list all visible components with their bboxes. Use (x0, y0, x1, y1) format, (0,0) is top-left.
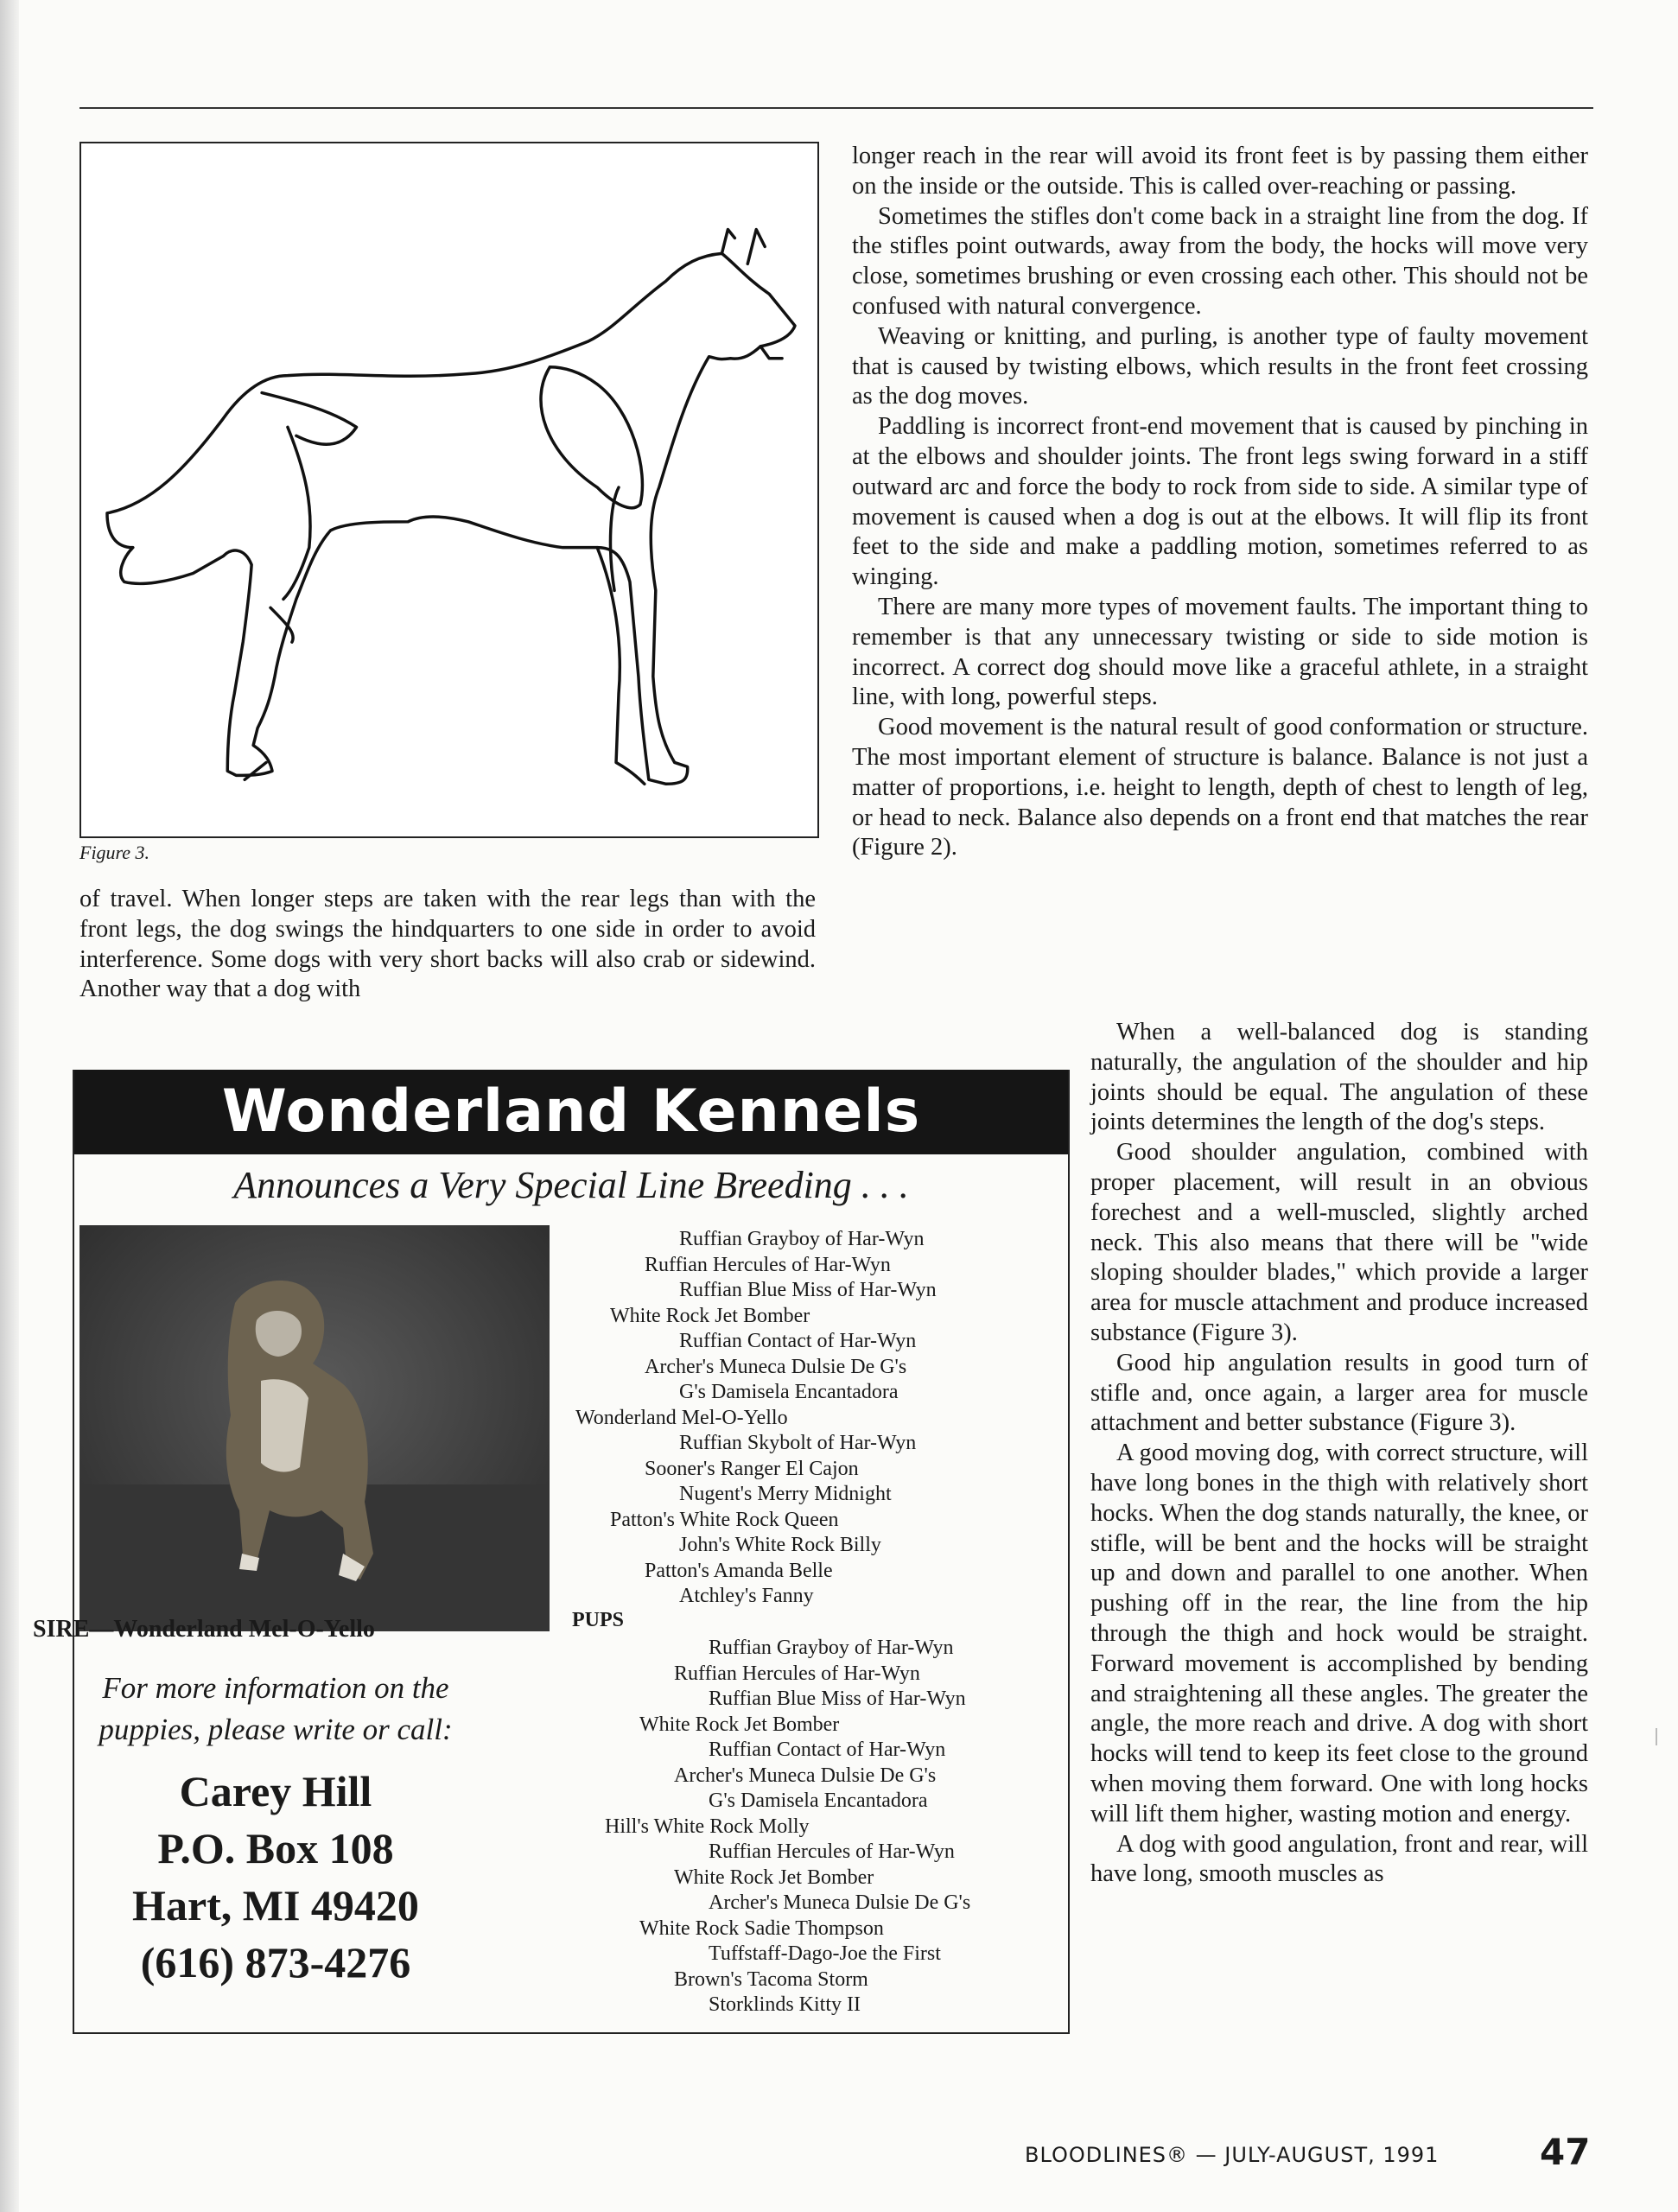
sire-photo (79, 1225, 550, 1631)
paragraph: Good hip angulation results in good turn of stifle and, once again, a larger area for muscle attachment and better substance (Figure 3). (1090, 1349, 1588, 1437)
pedigree-entry: White Rock Jet Bomber (610, 1304, 810, 1327)
left-column-text (79, 885, 816, 1005)
pedigree-entry: Archer's Muneca Dulsie De G's (674, 1764, 937, 1787)
paragraph: Weaving or knitting, and purling, is another type of faulty movement that is caused by twisting elbows, which results in the front feet crossing as the dog moves. (852, 322, 1588, 410)
ad-info-line: puppies, please write or call: (99, 1713, 453, 1746)
paragraph: A good moving dog, with correct structure, will have long bones in the thigh with relatively short hocks. When the dog stands naturally, the knee, or stifle, will be bent and the hocks will be straight up and down and parallel to one another. When pushing off in the rear, the line from the hip through the thigh and hock would be straight. Forward movement is accomplished by bending and straightening all these angles. The greater the angle, the more reach and drive. A dog with short hocks will tend to keep its feet close to the ground when moving them forward. One with long hocks will lift them higher, wasting motion and energy. (1090, 1440, 1588, 1827)
pups-label: PUPS (572, 1609, 624, 1631)
figure-3-illustration (79, 142, 819, 838)
ad-info-text (73, 1668, 479, 1751)
footer-publication: BLOODLINES® — JULY-AUGUST, 1991 (1025, 2143, 1440, 2167)
pedigree-entry: Ruffian Grayboy of Har-Wyn (709, 1637, 954, 1659)
pedigree-entry: Patton's White Rock Queen (610, 1508, 839, 1531)
pedigree-entry: Wonderland Mel-O-Yello (575, 1406, 788, 1429)
ad-info-line: For more information on the (102, 1671, 449, 1705)
pedigree-entry: Storklinds Kitty II (709, 1993, 861, 2016)
paragraph: Sometimes the stifles don't come back in a straight line from the dog. If the stifles point outwards, away from the body, the hocks will move very close, sometimes brushing or even crossing each other. This should not be confused with natural convergence. (852, 202, 1588, 320)
pedigree-entry: Ruffian Hercules of Har-Wyn (709, 1840, 955, 1863)
pedigree-entry: White Rock Jet Bomber (674, 1866, 874, 1889)
narrow-column-text (1090, 1018, 1588, 1890)
figure-caption: Figure 3. (79, 842, 150, 863)
contact-phone: (616) 873-4276 (140, 1938, 411, 1986)
pedigree-entry: White Rock Jet Bomber (639, 1713, 840, 1736)
sire-label: SIRE—Wonderland Mel-O-Yello (33, 1616, 375, 1643)
pedigree-entry: Ruffian Hercules of Har-Wyn (645, 1253, 891, 1276)
paragraph: When a well-balanced dog is standing naturally, the angulation of the shoulder and hip joints should be equal. The angulation of these joints determines the length of the dog's steps. (1090, 1019, 1588, 1136)
pedigree-entry: Patton's Amanda Belle (645, 1559, 833, 1582)
pedigree-entry: Ruffian Contact of Har-Wyn (679, 1330, 917, 1352)
margin-mark (1656, 1728, 1657, 1745)
pedigree-entry: Ruffian Blue Miss of Har-Wyn (709, 1688, 966, 1710)
pedigree-entry: Tuffstaff-Dago-Joe the First (709, 1942, 941, 1965)
contact-address: P.O. Box 108 (157, 1824, 394, 1872)
contact-name: Carey Hill (179, 1767, 372, 1815)
pedigree-entry: Ruffian Blue Miss of Har-Wyn (679, 1279, 937, 1301)
paragraph: There are many more types of movement faults. The important thing to remember is that any unnecessary twisting or side to side motion is incorrect. A correct dog should move like a graceful athlete, in a straight line, with long, powerful steps. (852, 593, 1588, 711)
pedigree-entry: John's White Rock Billy (679, 1534, 881, 1556)
page-number: 47 (1540, 2131, 1591, 2173)
pedigree-entry: Archer's Muneca Dulsie De G's (709, 1891, 971, 1914)
ad-contact-block (73, 1763, 479, 1991)
pedigree-entry: White Rock Sadie Thompson (639, 1916, 884, 1940)
pedigree-entry: G's Damisela Encantadora (679, 1381, 899, 1403)
pedigree-entry: Archer's Muneca Dulsie De G's (645, 1355, 907, 1378)
pedigree-entry: Atchley's Fanny (679, 1585, 814, 1607)
pedigree-entry: Ruffian Contact of Har-Wyn (709, 1738, 946, 1761)
dog-photo-image (79, 1225, 550, 1631)
pedigree-entry: Sooner's Ranger El Cajon (645, 1457, 859, 1480)
sire-pedigree-chart (558, 1227, 937, 1610)
pedigree-entry: Nugent's Merry Midnight (679, 1483, 892, 1505)
paragraph: A dog with good angulation, front and rear, will have long, smooth muscles as (1090, 1830, 1588, 1888)
paragraph: longer reach in the rear will avoid its front feet is by passing them either on the inside or the outside. This is called over-reaching or passing. (852, 143, 1588, 200)
ad-tagline: Announces a Very Special Line Breeding . . . (233, 1164, 909, 1206)
paragraph: Good movement is the natural result of good conformation or structure. The most important element of structure is balance. Balance is not just a matter of proportions, i.e. height to length, depth of chest to length of leg, or head to neck. Balance also depends on a front end that matches the rear (Figure 2). (852, 714, 1588, 861)
pedigree-entry: Ruffian Grayboy of Har-Wyn (679, 1228, 925, 1250)
pups-pedigree-chart (556, 1636, 970, 2018)
right-column-text (852, 142, 1588, 863)
paragraph: Good shoulder angulation, combined with proper placement, will result in an obvious forechest and a well-muscled, slightly arched neck. This also means that there will be "wide sloping shoulder blades," which provide a larger area for muscle attachment and produce increased substance (Figure 3). (1090, 1139, 1588, 1346)
pedigree-entry: Brown's Tacoma Storm (674, 1967, 868, 1991)
pedigree-entry: G's Damisela Encantadora (709, 1789, 928, 1812)
pedigree-entry: Hill's White Rock Molly (605, 1815, 810, 1838)
paragraph: Paddling is incorrect front-end movement that is caused by pinching in at the elbows and shoulder joints. The front legs swing forward in a stiff outward arc and force the body to rock from side to side. A similar type of movement is caused when a dog is out at the elbows. It will flip its front feet to the side and make a paddling motion, sometimes referred to as winging. (852, 413, 1588, 591)
dog-outline-drawing (81, 143, 817, 836)
pedigree-entry: Ruffian Skybolt of Har-Wyn (679, 1432, 917, 1454)
header-rule (79, 107, 1593, 109)
ad-title: Wonderland Kennels (74, 1070, 1068, 1154)
pedigree-entry: Ruffian Hercules of Har-Wyn (674, 1662, 920, 1685)
page-left-edge-shadow (0, 0, 19, 2212)
contact-city: Hart, MI 49420 (132, 1881, 419, 1929)
paragraph: of travel. When longer steps are taken with the rear legs than with the front legs, the dog swings the hindquarters to one side in order to avoid interference. Some dogs with very short backs will also crab or sidewind. Another way that a dog with (79, 886, 816, 1003)
